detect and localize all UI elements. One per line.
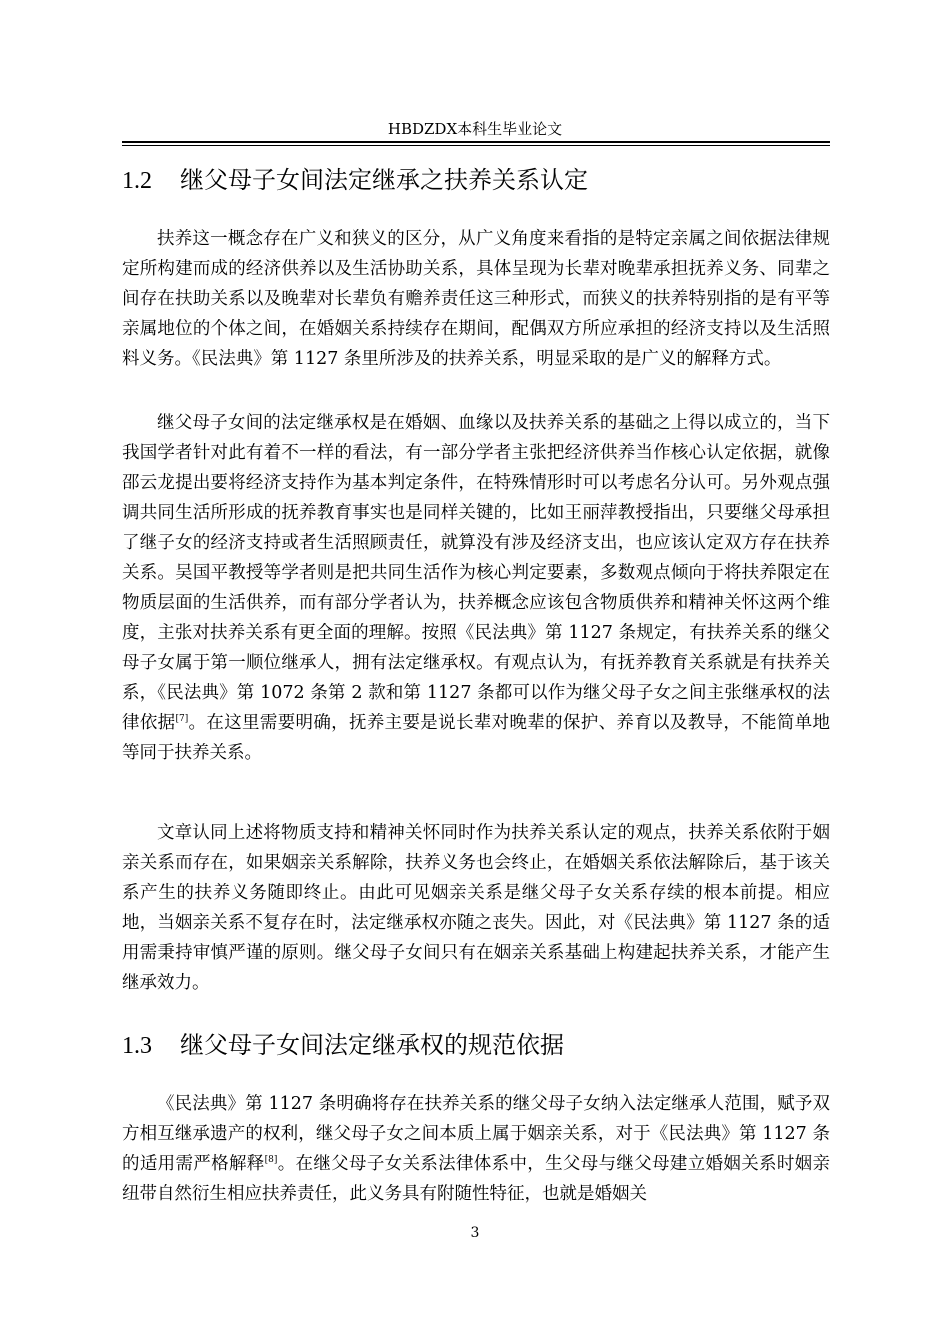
section-heading-1-3 (122, 1030, 832, 1061)
section-number: 1.2 (122, 168, 152, 194)
section-heading-1-2 (122, 165, 832, 196)
paragraph-text: 继父母子女间的法定继承权是在婚姻、血缘以及扶养关系的基础之上得以成立的，当下我国学者针对此有着不一样的看法，有一部分学者主张把经济供养当作核心认定依据，就像邵云龙提出要将经济支持作为基本判定条件，在特殊情形时可以考虑名分认可。另外观点强调共同生活所形成的抚养教育事实也是同样关键的，比如王丽萍教授指出，只要继父母承担了继子女的经济支持或者生活照顾责任，就算没有涉及经济支出，也应该认定双方存在扶养关系。吴国平教授等学者则是把共同生活作为核心判定要素，多数观点倾向于将扶养限定在物质层面的生活供养，而有部分学者认为，扶养概念应该包含物质供养和精神关怀这两个维度，主张对扶养关系有更全面的理解。按照《民法典》第 1127 条规定，有扶养关系的继父母子女属于第一顺位继承人，拥有法定继承权。有观点认为，有抚养教育关系就是有扶养关系，《民法典》第 1072 条第 2 款和第 1127 条都可以作为继父母子女之间主张继承权的法律依据 (122, 413, 830, 733)
paragraph (122, 408, 830, 768)
running-header: HBDZDX本科生毕业论文 (387, 120, 563, 138)
paragraph (122, 1089, 830, 1209)
section-title: 继父母子女间法定继承之扶养关系认定 (180, 166, 588, 194)
paragraph-text-continued: 。在继父母子女关系法律体系中，生父母与继父母建立婚姻关系时姻亲纽带自然衍生相应扶养责任，此义务具有附随性特征，也就是婚姻关 (122, 1154, 831, 1204)
paragraph: 文章认同上述将物质支持和精神关怀同时作为扶养关系认定的观点，扶养关系依附于姻亲关系而存在，如果姻亲关系解除，扶养义务也会终止，在婚姻关系依法解除后，基于该关系产生的扶养义务随即终止。由此可见姻亲关系是继父母子女关系存续的根本前提。相应地，当姻亲关系不复存在时，法定继承权亦随之丧失。因此，对《民法典》第 1127 条的适用需秉持审慎严谨的原则。继父母子女间只有在姻亲关系基础上构建起扶养关系，才能产生继承效力。 (122, 823, 830, 993)
paragraph-text: 《民法典》第 1127 条明确将存在扶养关系的继父母子女纳入法定继承人范围，赋予双方相互继承遗产的权利，继父母子女之间本质上属于姻亲关系，对于《民法典》第 1127 条的适用需严格解释 (122, 1094, 830, 1174)
header-rule-thin (122, 145, 830, 146)
section-number: 1.3 (122, 1033, 152, 1059)
page-number: 3 (470, 1225, 480, 1241)
section-title: 继父母子女间法定继承权的规范依据 (180, 1031, 564, 1059)
header-rule-thick (122, 141, 830, 143)
citation-marker: [7] (175, 714, 189, 725)
paragraph: 扶养这一概念存在广义和狭义的区分，从广义角度来看指的是特定亲属之间依据法律规定所构建而成的经济供养以及生活协助关系，具体呈现为长辈对晚辈承担抚养义务、同辈之间存在扶助关系以及晚辈对长辈负有赡养责任这三种形式，而狭义的扶养特别指的是有平等亲属地位的个体之间，在婚姻关系持续存在期间，配偶双方所应承担的经济支持以及生活照料义务。《民法典》第 1127 条里所涉及的扶养关系，明显采取的是广义的解释方式。 (122, 229, 830, 369)
paragraph-text-continued: 。在这里需要明确，抚养主要是说长辈对晚辈的保护、养育以及教导，不能简单地等同于扶养关系。 (122, 713, 831, 763)
citation-marker: [8] (264, 1155, 278, 1166)
